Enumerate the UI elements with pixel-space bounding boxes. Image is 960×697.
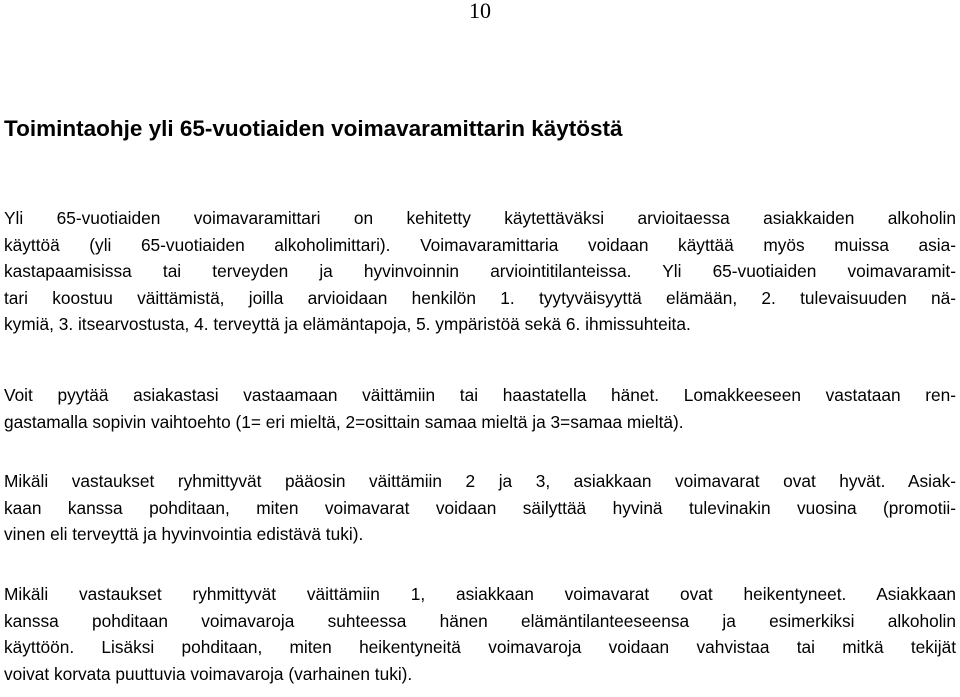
text-line: kastapaamisissa tai terveyden ja hyvinvoinnin arviointitilanteissa. Yli 65-vuotiaiden voimavaramit- <box>4 261 956 281</box>
text-line: Voit pyytää asiakastasi vastaamaan väittämiin tai haastatella hänet. Lomakkeeseen vastataan ren- <box>4 385 956 405</box>
text-line: Yli 65-vuotiaiden voimavaramittari on kehitetty käytettäväksi arvioitaessa asiakkaiden alkoholin <box>4 208 956 228</box>
text-line: gastamalla sopivin vaihtoehto (1= eri mieltä, 2=osittain samaa mieltä ja 3=samaa mieltä). <box>4 411 684 432</box>
paragraph-intro <box>4 205 956 338</box>
text-line: tari koostuu väittämistä, joilla arvioidaan henkilön 1. tyytyväisyyttä elämään, 2. tulevaisuuden nä- <box>4 287 956 308</box>
paragraph-instructions <box>4 382 956 435</box>
text-line: käyttöön. Lisäksi pohditaan, miten heikentyneitä voimavaroja voidaan vahvistaa tai mitkä tekijät <box>4 637 956 657</box>
page-number: 10 <box>469 0 491 23</box>
paragraph-good-resources <box>4 468 956 548</box>
text-line: kaan kanssa pohditaan, miten voimavarat voidaan säilyttää hyvinä tulevinakin vuosina (promotii- <box>4 497 956 518</box>
text-line: kymiä, 3. itsearvostusta, 4. terveyttä ja elämäntapoja, 5. ympäristöä sekä 6. ihmissuhteita. <box>4 314 691 334</box>
text-line: voivat korvata puuttuvia voimavaroja (varhainen tuki). <box>4 663 413 684</box>
page-title: Toimintaohje yli 65-vuotiaiden voimavaramittarin käytöstä <box>4 116 623 141</box>
text-line: käyttöä (yli 65-vuotiaiden alkoholimittari). Voimavaramittaria voidaan käyttää myös muissa asia- <box>4 234 956 255</box>
paragraph-weak-resources <box>4 581 956 687</box>
text-line: Mikäli vastaukset ryhmittyvät väittämiin 1, asiakkaan voimavarat ovat heikentyneet. Asiakkaan <box>4 584 956 604</box>
text-line: kanssa pohditaan voimavaroja suhteessa hänen elämäntilanteeseensa ja esimerkiksi alkoholin <box>4 610 956 631</box>
text-line: vinen eli terveyttä ja hyvinvointia edistävä tuki). <box>4 524 364 544</box>
text-line: Mikäli vastaukset ryhmittyvät pääosin väittämiin 2 ja 3, asiakkaan voimavarat ovat hyvät. Asiak- <box>4 471 956 491</box>
